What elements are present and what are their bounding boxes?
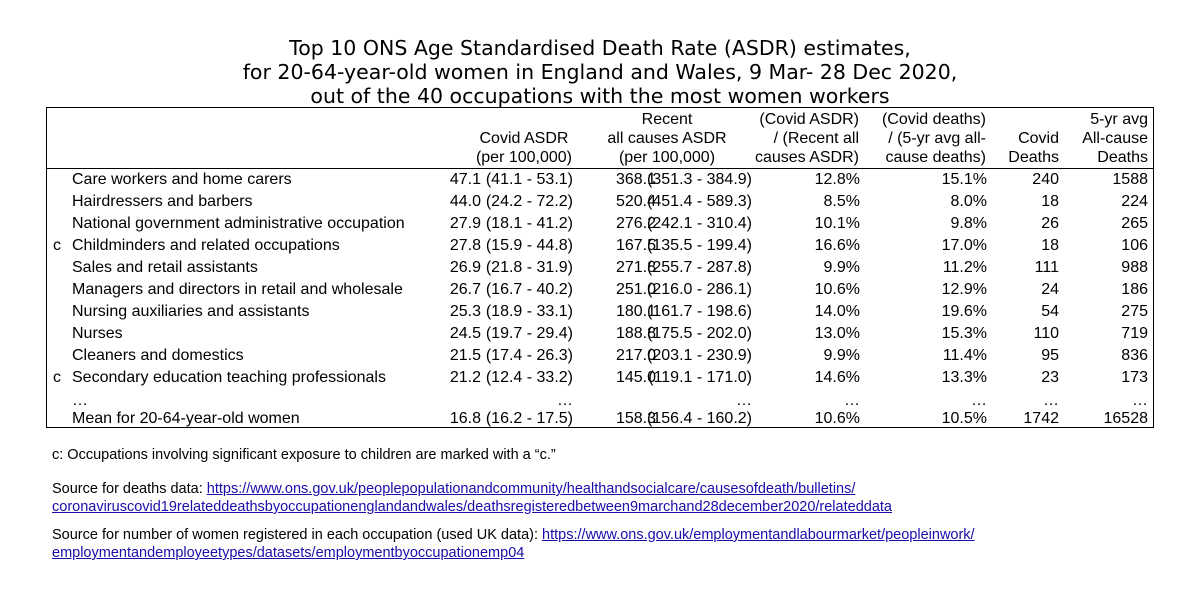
row-occupation: Mean for 20-64-year-old women [72, 410, 300, 427]
women-source-link[interactable]: https://www.ons.gov.uk/employmentandlabourmarket/peopleinwork/ [542, 527, 975, 543]
women-source-cont [52, 544, 524, 562]
row-ratio-deaths: 13.3% [941, 369, 987, 386]
row-recent-asdr: 271.8 [615, 259, 656, 276]
row-recent-asdr: 158.3 [615, 410, 656, 427]
row-recent-ci: (135.5 - 199.4) [647, 237, 752, 254]
row-avg-deaths: 16528 [1103, 410, 1148, 427]
row-avg-deaths: … [1132, 392, 1148, 409]
row-avg-deaths: 1588 [1112, 171, 1148, 188]
row-covid-deaths: 95 [1041, 347, 1059, 364]
row-ratio-asdr: 14.6% [814, 369, 860, 386]
row-covid-ci: … [557, 392, 573, 409]
row-recent-asdr: 368.1 [615, 171, 656, 188]
row-recent-ci: (161.7 - 198.6) [647, 303, 752, 320]
row-avg-deaths: 275 [1121, 303, 1148, 320]
row-ratio-asdr: 12.8% [814, 171, 860, 188]
row-covid-ci: (16.7 - 40.2) [485, 281, 573, 298]
row-avg-deaths: 836 [1121, 347, 1148, 364]
header-avg-deaths-line2: All-cause [1082, 130, 1148, 147]
row-covid-asdr: 27.9 [449, 215, 481, 232]
row-recent-ci: (203.1 - 230.9) [647, 347, 752, 364]
row-ratio-deaths: 8.0% [950, 193, 987, 210]
row-recent-asdr: 180.1 [615, 303, 656, 320]
row-recent-asdr: 145.0 [615, 369, 656, 386]
row-covid-deaths: … [1043, 392, 1059, 409]
header-recent-asdr-line1: Recent [641, 111, 693, 128]
title-line-1: Top 10 ONS Age Standardised Death Rate (ASDR) estimates, [289, 36, 911, 60]
row-ratio-asdr: 10.1% [814, 215, 860, 232]
row-covid-deaths: 23 [1041, 369, 1059, 386]
header-recent-asdr-line2: all causes ASDR [607, 130, 727, 147]
row-covid-deaths: 18 [1041, 237, 1059, 254]
row-recent-ci: (119.1 - 171.0) [648, 369, 752, 386]
row-covid-deaths: 111 [1034, 259, 1059, 276]
row-recent-ci: (451.4 - 589.3) [647, 193, 752, 210]
row-recent-asdr: 167.5 [615, 237, 656, 254]
row-recent-asdr: 251.0 [615, 281, 656, 298]
row-covid-ci: (21.8 - 31.9) [485, 259, 573, 276]
row-recent-ci: (156.4 - 160.2) [647, 410, 752, 427]
women-source [52, 526, 975, 544]
row-avg-deaths: 988 [1121, 259, 1148, 276]
row-ratio-asdr: 10.6% [814, 410, 860, 427]
header-covid-asdr-line1: Covid ASDR [479, 130, 569, 147]
row-covid-asdr: 26.7 [449, 281, 481, 298]
row-covid-deaths: 54 [1041, 303, 1059, 320]
row-occupation: Cleaners and domestics [72, 347, 244, 364]
header-avg-deaths-line1: 5-yr avg [1090, 111, 1148, 128]
row-ratio-asdr: 10.6% [814, 281, 860, 298]
row-ratio-deaths: 11.2% [942, 259, 987, 276]
row-ratio-deaths: 19.6% [941, 303, 987, 320]
row-covid-asdr: 21.5 [449, 347, 481, 364]
row-ratio-asdr: 13.0% [814, 325, 860, 342]
row-occupation: Childminders and related occupations [72, 237, 340, 254]
row-ratio-asdr: 16.6% [814, 237, 860, 254]
row-recent-asdr: 188.8 [615, 325, 656, 342]
page-title [0, 36, 1200, 108]
row-recent-asdr: 276.2 [615, 215, 656, 232]
row-ratio-asdr: 9.9% [823, 259, 860, 276]
header-avg-deaths-line3: Deaths [1097, 149, 1148, 166]
row-covid-ci: (15.9 - 44.8) [485, 237, 573, 254]
deaths-source-link[interactable]: https://www.ons.gov.uk/peoplepopulationandcommunity/healthandsocialcare/causesofdeath/bulletins/ [206, 481, 856, 497]
row-avg-deaths: 173 [1121, 369, 1148, 386]
row-occupation: Care workers and home carers [72, 171, 292, 188]
women-source-link-cont[interactable]: employmentandemployeetypes/datasets/employmentbyoccupationemp04 [52, 545, 525, 561]
title-line-2: for 20-64-year-old women in England and Wales, 9 Mar- 28 Dec 2020, [242, 60, 958, 84]
header-ratio-asdr-line3: causes ASDR) [754, 149, 859, 166]
row-ratio-deaths: 15.1% [941, 171, 987, 188]
row-ratio-deaths: 17.0% [941, 237, 987, 254]
row-covid-asdr: 27.8 [449, 237, 481, 254]
row-occupation: Secondary education teaching professionals [72, 369, 386, 386]
header-ratio-deaths-line2: / (5-yr avg all- [888, 130, 986, 147]
header-ratio-deaths-line3: cause deaths) [885, 149, 986, 166]
header-avg-deaths [1082, 110, 1148, 167]
row-covid-ci: (19.7 - 29.4) [485, 325, 573, 342]
title-line-3: out of the 40 occupations with the most women workers [310, 84, 890, 108]
row-avg-deaths: 265 [1121, 215, 1148, 232]
deaths-source [52, 480, 855, 498]
row-covid-ci: (24.2 - 72.2) [485, 193, 573, 210]
row-occupation: Managers and directors in retail and wholesale [72, 281, 403, 298]
header-covid-deaths-line1: Covid [1018, 130, 1059, 147]
row-avg-deaths: 106 [1121, 237, 1148, 254]
row-ratio-deaths: 11.4% [942, 347, 987, 364]
row-covid-asdr: 44.0 [449, 193, 481, 210]
row-covid-deaths: 240 [1032, 171, 1059, 188]
women-source-label: Source for number of women registered in each occupation (used UK data): [52, 527, 543, 543]
row-covid-asdr: 25.3 [449, 303, 481, 320]
row-ratio-asdr: … [844, 392, 860, 409]
row-occupation: Nursing auxiliaries and assistants [72, 303, 310, 320]
row-covid-deaths: 18 [1041, 193, 1059, 210]
header-covid-asdr [476, 129, 572, 167]
row-occupation: … [72, 392, 88, 409]
row-recent-ci: (351.3 - 384.9) [647, 171, 752, 188]
row-covid-asdr: 24.5 [449, 325, 481, 342]
row-ratio-deaths: 10.5% [941, 410, 987, 427]
row-covid-ci: (18.1 - 41.2) [485, 215, 573, 232]
row-ratio-deaths: 15.3% [941, 325, 987, 342]
header-recent-asdr [581, 110, 753, 167]
row-ratio-deaths: 9.8% [950, 215, 987, 232]
row-mark: c [53, 237, 61, 254]
header-ratio-asdr-line2: / (Recent all [773, 130, 859, 147]
row-ratio-deaths: 12.9% [941, 281, 987, 298]
row-recent-ci: (242.1 - 310.4) [647, 215, 752, 232]
header-recent-asdr-line3: (per 100,000) [618, 149, 716, 166]
row-covid-deaths: 26 [1041, 215, 1059, 232]
row-covid-asdr: 47.1 [449, 171, 481, 188]
header-covid-deaths-line2: Deaths [1008, 149, 1059, 166]
header-ratio-asdr [755, 110, 859, 167]
row-occupation: Hairdressers and barbers [72, 193, 253, 210]
row-covid-deaths: 1742 [1023, 410, 1059, 427]
header-covid-deaths [1008, 129, 1059, 167]
row-covid-ci: (12.4 - 33.2) [485, 369, 573, 386]
children-note: c: Occupations involving significant exposure to children are marked with a “c.” [52, 447, 556, 463]
row-recent-ci: (175.5 - 202.0) [647, 325, 752, 342]
header-ratio-asdr-line1: (Covid ASDR) [759, 111, 859, 128]
row-recent-asdr: 217.0 [615, 347, 656, 364]
row-avg-deaths: 224 [1121, 193, 1148, 210]
row-recent-ci: … [736, 392, 752, 409]
row-ratio-asdr: 8.5% [823, 193, 860, 210]
deaths-source-label: Source for deaths data: [52, 481, 207, 497]
row-ratio-asdr: 14.0% [814, 303, 860, 320]
row-covid-deaths: 110 [1033, 325, 1059, 342]
row-covid-ci: (17.4 - 26.3) [485, 347, 573, 364]
row-covid-ci: (18.9 - 33.1) [485, 303, 573, 320]
row-ratio-asdr: 9.9% [823, 347, 860, 364]
row-covid-asdr: 21.2 [449, 369, 481, 386]
row-avg-deaths: 186 [1121, 281, 1148, 298]
row-ratio-deaths: … [971, 392, 987, 409]
row-occupation: National government administrative occupation [72, 215, 405, 232]
row-recent-asdr: 520.4 [615, 193, 656, 210]
deaths-source-link-cont[interactable]: coronaviruscovid19relateddeathsbyoccupationenglandandwales/deathsregisteredbetween9marchand28december2020/relateddata [52, 499, 892, 515]
row-occupation: Sales and retail assistants [72, 259, 258, 276]
data-table [46, 107, 1154, 428]
row-avg-deaths: 719 [1121, 325, 1148, 342]
row-recent-ci: (216.0 - 286.1) [647, 281, 752, 298]
row-covid-asdr: 16.8 [449, 410, 481, 427]
header-ratio-deaths-line1: (Covid deaths) [881, 111, 986, 128]
row-recent-ci: (255.7 - 287.8) [647, 259, 752, 276]
header-divider [47, 168, 1153, 169]
header-covid-asdr-line2: (per 100,000) [475, 149, 572, 166]
row-covid-ci: (16.2 - 17.5) [485, 410, 573, 427]
row-covid-asdr: 26.9 [449, 259, 481, 276]
row-covid-deaths: 24 [1041, 281, 1059, 298]
header-ratio-deaths [882, 110, 986, 167]
row-mark: c [53, 369, 61, 386]
row-occupation: Nurses [72, 325, 123, 342]
deaths-source-cont [52, 498, 892, 516]
row-covid-ci: (41.1 - 53.1) [485, 171, 573, 188]
